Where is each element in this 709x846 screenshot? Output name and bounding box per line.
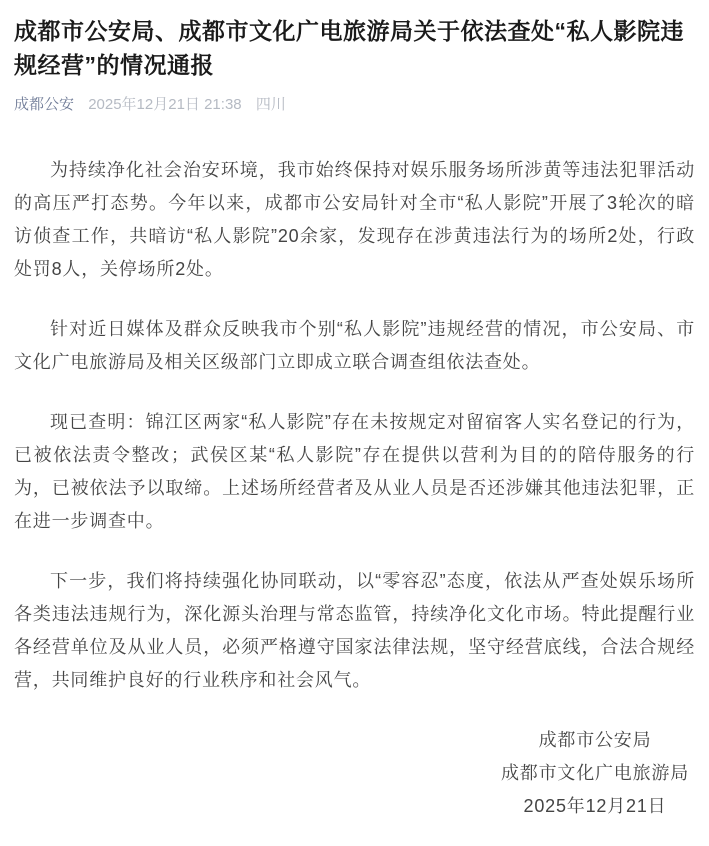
publish-location: 四川	[255, 96, 286, 113]
signature-agency-2: 成都市文化广电旅游局	[501, 763, 689, 783]
account-name-link[interactable]: 成都公安	[14, 96, 75, 113]
paragraph-4: 下一步，我们将持续强化协同联动，以“零容忍”态度，依法从严查处娱乐场所各类违法违规行为，深化源头治理与常态监管，持续净化文化市场。特此提醒行业各经营单位及从业人员，必须严格遵守国家法律法规，坚守经营底线，合法合规经营，共同维护良好的行业秩序和社会风气。	[14, 571, 695, 690]
article-title: 成都市公安局、成都市文化广电旅游局关于依法查处“私人影院违规经营”的情况通报	[14, 18, 684, 78]
publish-datetime: 2025年12月21日 21:38	[88, 96, 242, 113]
paragraph-1: 为持续净化社会治安环境，我市始终保持对娱乐服务场所涉黄等违法犯罪活动的高压严打态势。今年以来，成都市公安局针对全市“私人影院”开展了3轮次的暗访侦查工作，共暗访“私人影院”20余家，发现存在涉黄违法行为的场所2处，行政处罚8人，关停场所2处。	[14, 160, 695, 279]
signature-block	[495, 724, 695, 823]
paragraph-3: 现已查明：锦江区两家“私人影院”存在未按规定对留宿客人实名登记的行为，已被依法责令整改；武侯区某“私人影院”存在提供以营利为目的的陪侍服务的行为，已被依法予以取缔。上述场所经营者及从业人员是否还涉嫌其他违法犯罪，正在进一步调查中。	[14, 412, 695, 531]
signature-agency-1: 成都市公安局	[538, 730, 652, 750]
article-body	[14, 154, 695, 697]
signature-date: 2025年12月21日	[523, 796, 667, 816]
paragraph-2: 针对近日媒体及群众反映我市个别“私人影院”违规经营的情况，市公安局、市文化广电旅游局及相关区级部门立即成立联合调查组依法查处。	[14, 319, 695, 372]
article-meta	[14, 94, 695, 116]
